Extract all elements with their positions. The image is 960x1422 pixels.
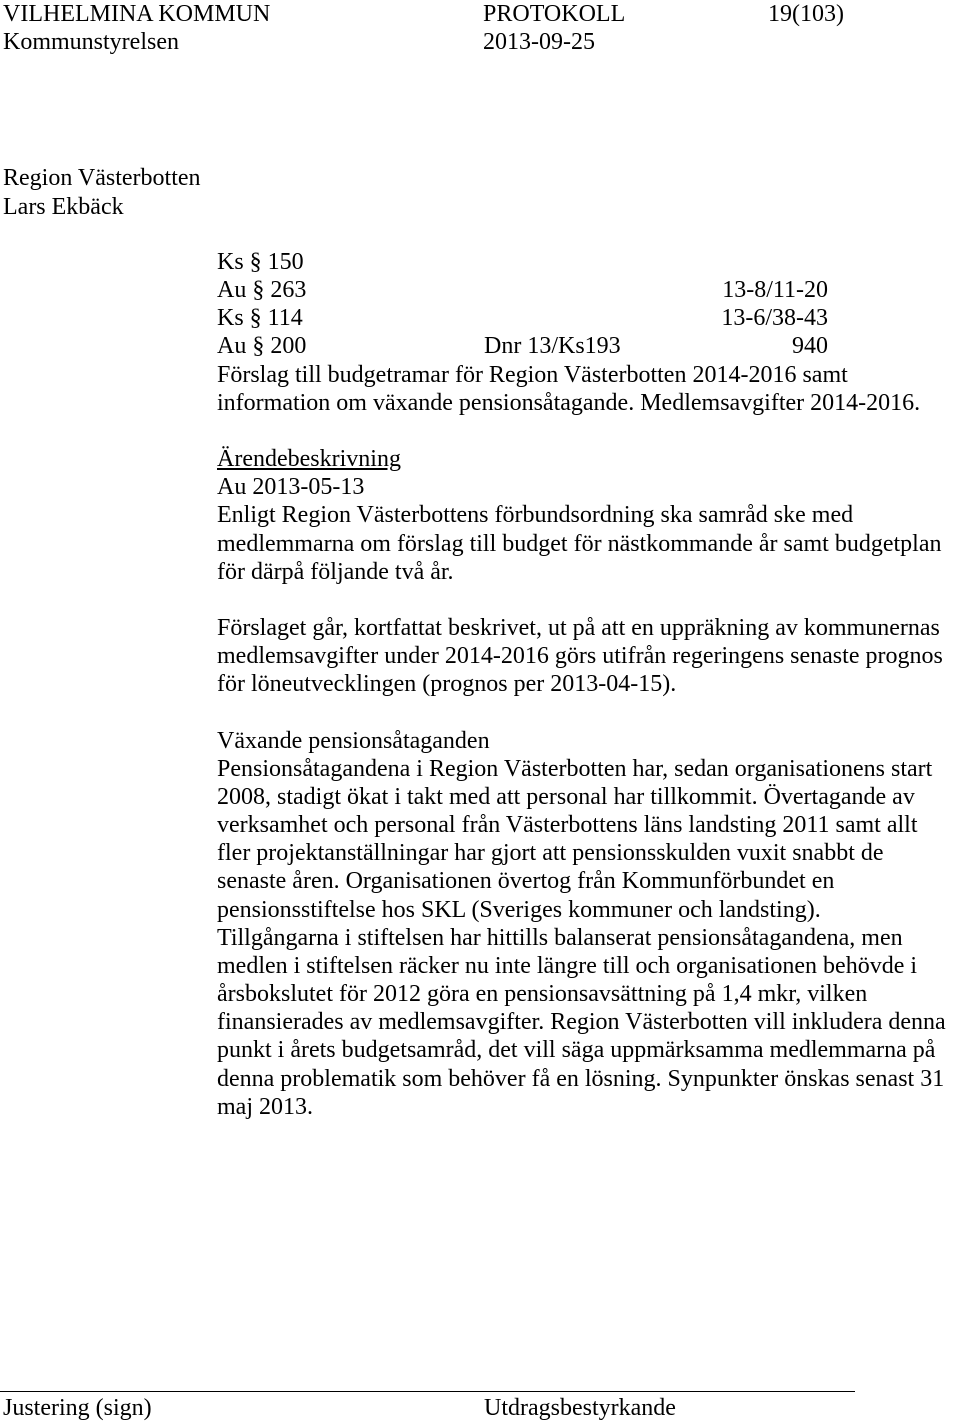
section-heading: Växande pensionsåtaganden xyxy=(217,727,490,754)
footer-divider xyxy=(0,1391,855,1392)
meeting-date: 2013-09-25 xyxy=(483,29,595,55)
spacer xyxy=(217,699,960,727)
recipient-organization: Region Västerbotten xyxy=(3,165,201,191)
paragraph-line: fler projektanställningar har gjort att pensionsskulden vuxit snabbt de xyxy=(217,840,884,867)
reference-row xyxy=(217,332,960,360)
reference-number: 13-8/11-20 xyxy=(722,277,828,304)
paragraph-line: årsbokslutet för 2012 göra en pensionsavsättning på 1,4 mkr, vilken xyxy=(217,981,868,1008)
reference-label: Ks § 150 xyxy=(217,249,304,275)
title-line: information om växande pensionsåtagande. Medlemsavgifter 2014-2016. xyxy=(217,389,921,416)
recipient-name: Lars Ekbäck xyxy=(3,194,124,220)
municipality-name: VILHELMINA KOMMUN xyxy=(3,1,271,27)
spacer xyxy=(217,417,960,445)
paragraph-line: punkt i årets budgetsamråd, det vill säga uppmärksamma medlemmarna på xyxy=(217,1037,936,1064)
paragraph-line: Enligt Region Västerbottens förbundsordning ska samråd ske med xyxy=(217,502,854,529)
spacer xyxy=(217,586,960,614)
meeting-reference: Au 2013-05-13 xyxy=(217,474,365,501)
footer-certification-label: Utdragsbestyrkande xyxy=(484,1395,676,1421)
paragraph-line: medlemsavgifter under 2014-2016 görs utifrån regeringens senaste prognos xyxy=(217,643,943,670)
page-number: 19(103) xyxy=(768,1,844,27)
paragraph-line: finansierades av medlemsavgifter. Region Västerbotten vill inkludera denna xyxy=(217,1009,946,1036)
paragraph-line: maj 2013. xyxy=(217,1093,313,1120)
committee-name: Kommunstyrelsen xyxy=(3,29,179,55)
paragraph-line: verksamhet och personal från Västerbottens läns landsting 2011 samt allt xyxy=(217,812,918,839)
reference-label: Au § 200 xyxy=(217,333,307,360)
paragraph-line: för därpå följande två år. xyxy=(217,558,454,585)
reference-row xyxy=(217,304,960,332)
paragraph-line: denna problematik som behöver få en lösning. Synpunkter önskas senast 31 xyxy=(217,1065,945,1092)
footer-signature-label: Justering (sign) xyxy=(3,1395,152,1421)
paragraph-line: senaste åren. Organisationen övertog från Kommunförbundet en xyxy=(217,868,835,895)
paragraph-line: medlen i stiftelsen räcker nu inte längre till och organisationen behövde i xyxy=(217,952,918,979)
section-heading xyxy=(217,445,960,473)
paragraph-line: för löneutvecklingen (prognos per 2013-04-15). xyxy=(217,671,677,698)
diary-number: Dnr 13/Ks193 xyxy=(484,333,621,360)
reference-label: Ks § 114 xyxy=(217,305,303,332)
reference-number: 13-6/38-43 xyxy=(721,305,828,332)
reference-row xyxy=(217,248,960,276)
reference-number: 940 xyxy=(792,333,828,360)
reference-label: Au § 263 xyxy=(217,277,307,304)
reference-row xyxy=(217,276,960,304)
document-type: PROTOKOLL xyxy=(483,1,626,27)
title-line: Förslag till budgetramar för Region Västerbotten 2014-2016 samt xyxy=(217,361,848,388)
paragraph-line: medlemmarna om förslag till budget för nästkommande år samt budgetplan xyxy=(217,530,942,557)
paragraph-line: Förslaget går, kortfattat beskrivet, ut på att en uppräkning av kommunernas xyxy=(217,615,940,642)
document-body xyxy=(217,248,960,1121)
section-heading-text: Ärendebeskrivning xyxy=(217,446,401,473)
paragraph-line: Tillgångarna i stiftelsen har hittills balanserat pensionsåtagandena, men xyxy=(217,924,903,951)
paragraph-line: Pensionsåtagandena i Region Västerbotten har, sedan organisationens start xyxy=(217,755,933,782)
paragraph-line: 2008, stadigt ökat i takt med att personal har tillkommit. Övertagande av xyxy=(217,783,915,810)
paragraph-line: pensionsstiftelse hos SKL (Sveriges kommuner och landsting). xyxy=(217,896,821,923)
